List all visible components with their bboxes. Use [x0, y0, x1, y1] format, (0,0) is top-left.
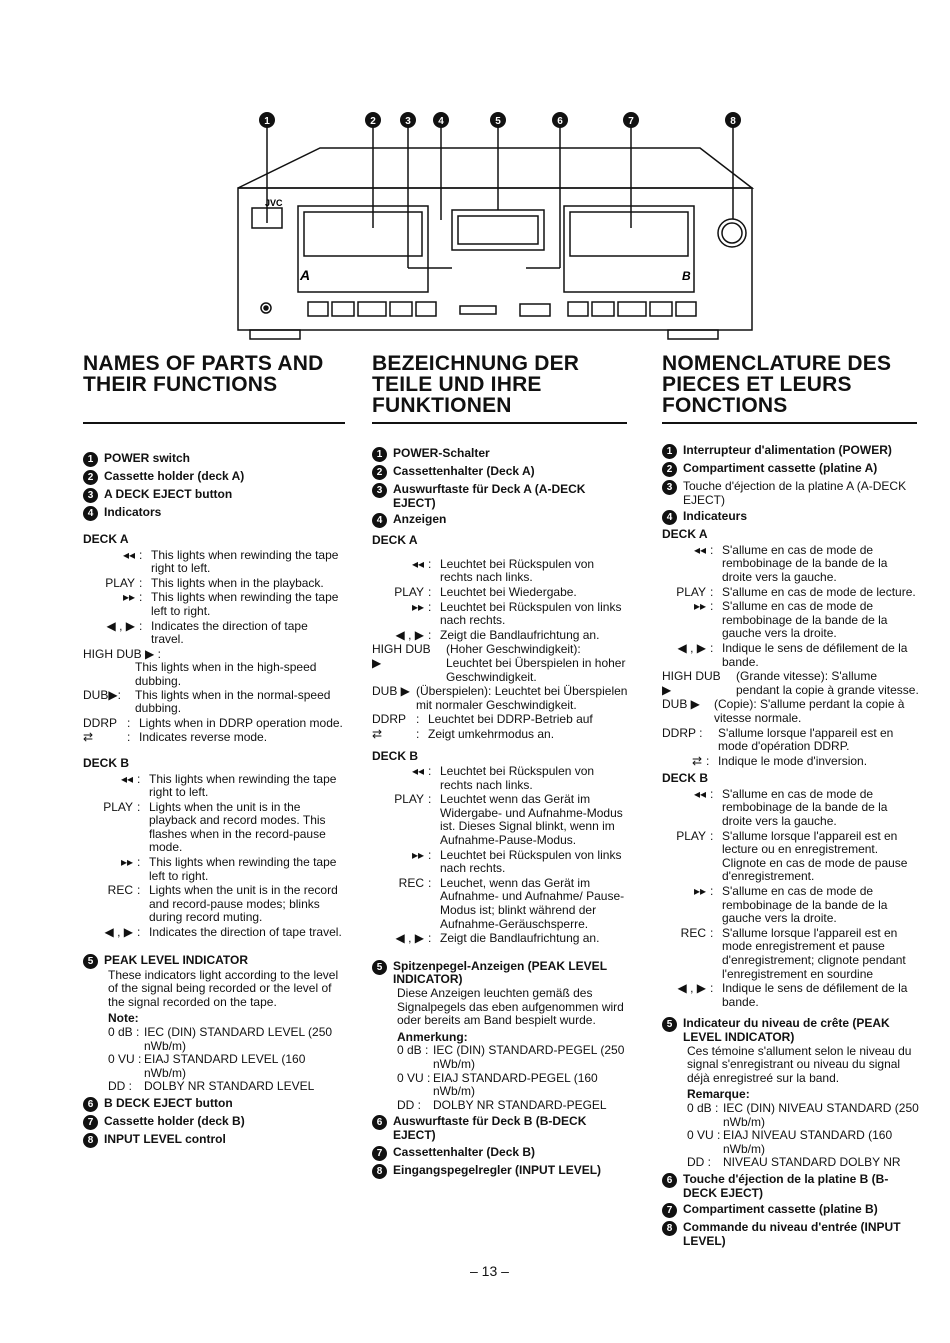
- indicator-label: ◂◂: [693, 786, 706, 801]
- indicator-desc: This lights when in the normal-speed dubbing.: [135, 687, 331, 716]
- indicator-desc: Lights when in DDRP operation mode.: [139, 715, 343, 730]
- item-text: Auswurftaste für Deck B (B-DECK EJECT): [393, 1114, 587, 1142]
- heading-line: NOMENCLATURE DES: [662, 352, 892, 375]
- indicator-label: DDRP :: [662, 725, 703, 740]
- list-item: [662, 480, 920, 507]
- item-text: PEAK LEVEL INDICATOR: [104, 952, 249, 967]
- heading-line: PIECES ET LEURS: [662, 373, 852, 396]
- indicator-row: ◀ , ▶ : Indicates the direction of tape travel.: [83, 926, 343, 940]
- indicator-desc: Leuchtet bei Rückspulen von rechts nach links.: [440, 764, 595, 792]
- heading-line: THEIR FUNCTIONS: [83, 373, 278, 396]
- note-row: [108, 1080, 343, 1094]
- note-row: [397, 1044, 630, 1071]
- indicator-label: ▸▸: [693, 884, 706, 899]
- indicator-desc: Zeigt die Bandlaufrichtung an.: [440, 931, 600, 946]
- svg-text:3: 3: [405, 116, 411, 127]
- list-item: [662, 1203, 920, 1218]
- note-label: DD :: [108, 1079, 132, 1094]
- indicator-desc: (Hoher Geschwindigkeit): Leuchtet bei Überspielen in hoher Geschwindigkeit.: [446, 642, 626, 684]
- number-badge: 3: [372, 483, 387, 498]
- indicator-desc: Indicates the direction of tape travel.: [149, 925, 342, 940]
- indicator-desc: Indicates reverse mode.: [139, 730, 268, 745]
- indicator-row: ▸▸ : S'allume en cas de mode de rembobinage de la bande de la gauche vers la droite.: [662, 885, 920, 926]
- deck-b-title: DECK B: [372, 748, 419, 763]
- deck-b-list: [83, 773, 343, 940]
- note-desc: EIAJ NIVEAU STANDARD (160 nWb/m): [723, 1128, 893, 1156]
- note-desc: DOLBY NR STANDARD-PEGEL: [433, 1097, 607, 1112]
- indicator-desc: (Überspielen): Leuchtet bei Überspielen mit normaler Geschwindigkeit.: [416, 684, 628, 712]
- indicator-desc: S'allume en cas de mode de rembobinage de la bande de la gauche vers la droite.: [722, 599, 888, 641]
- list-item: [83, 954, 343, 969]
- indicator-row: ◂◂ : Leuchtet bei Rückspulen von rechts nach links.: [372, 558, 630, 585]
- indicator-desc: Leuchtet bei DDRP-Betrieb auf: [428, 712, 593, 727]
- indicator-row: PLAY : This lights when in the playback.: [83, 577, 343, 591]
- indicator-row: ⇄ : Zeigt umkehrmodus an.: [372, 728, 630, 742]
- indicator-desc: S'allume en cas de mode de lecture.: [722, 584, 916, 599]
- heading-line: FUNKTIONEN: [372, 394, 512, 417]
- note-label: 0 VU :: [397, 1070, 431, 1085]
- indicator-desc: This lights when rewinding the tape right to left.: [149, 771, 337, 800]
- svg-text:1: 1: [264, 116, 270, 127]
- indicator-row: DDRP : Lights when in DDRP operation mode.: [83, 715, 343, 730]
- indicator-label: ⇄: [372, 726, 383, 741]
- note-title: Note:: [108, 1011, 139, 1026]
- indicator-label: ◂◂: [411, 764, 424, 779]
- indicator-desc: This lights when in the high-speed dubbing.: [135, 660, 317, 688]
- indicator-label: ◂◂: [122, 547, 135, 562]
- heading-de: [372, 353, 632, 416]
- note-label: 0 VU :: [108, 1052, 142, 1067]
- indicator-label: PLAY: [105, 575, 135, 590]
- list-item: [83, 452, 343, 467]
- indicator-row: ◀ , ▶ : Zeigt die Bandlaufrichtung an.: [372, 932, 630, 946]
- indicator-label: ◀ , ▶: [677, 981, 706, 996]
- item-text: Cassettenhalter (Deck A): [393, 464, 535, 478]
- indicator-row: PLAY : S'allume lorsque l'appareil est en lecture ou en enregistrement. Clignote en cas de mode de pause d'enregistrement.: [662, 830, 920, 884]
- number-badge: 8: [372, 1164, 387, 1179]
- number-badge: 7: [83, 1115, 98, 1130]
- note-block: [108, 1012, 343, 1094]
- deck-b-list: [662, 788, 920, 1010]
- column-de: [372, 447, 630, 1182]
- note-desc: IEC (DIN) STANDARD-PEGEL (250 nWb/m): [433, 1043, 625, 1071]
- list-item: [83, 1133, 343, 1148]
- indicator-row: ▸▸ : Leuchtet bei Rückspulen von links nach rechts.: [372, 601, 630, 628]
- indicator-row: PLAY : Lights when the unit is in the playback and record modes. This flashes when in the record-pause mode.: [83, 801, 343, 855]
- indicator-label: HIGH DUB ▶: [662, 669, 721, 697]
- indicator-row: ▸▸ : Leuchtet bei Rückspulen von links nach rechts.: [372, 849, 630, 876]
- indicator-row: REC : Lights when the unit is in the record and record-pause modes; blinks during record muting.: [83, 884, 343, 925]
- indicator-row: PLAY : S'allume en cas de mode de lecture.: [662, 586, 920, 600]
- list-item: [372, 483, 630, 510]
- list-item: [372, 513, 630, 528]
- number-badge: 3: [662, 480, 677, 495]
- indicator-row: REC : S'allume lorsque l'appareil est en mode enregistrement et pause d'enregistrement; clignote pendant l'enregistrement en sourdine: [662, 927, 920, 981]
- heading-line: NAMES OF PARTS AND: [83, 352, 324, 375]
- indicator-label: ⇄: [83, 730, 94, 745]
- note-label: 0 dB :: [397, 1043, 429, 1058]
- deck-a-list: [662, 544, 920, 769]
- indicator-label: ◀ , ▶: [677, 640, 706, 655]
- svg-text:JVC: JVC: [265, 198, 283, 208]
- item-text: A DECK EJECT button: [104, 487, 233, 501]
- number-badge: 4: [372, 513, 387, 528]
- indicator-desc: Lights when the unit is in the playback and record modes. This flashes when in the record-pause mode.: [149, 799, 326, 855]
- note-row: [108, 1026, 343, 1053]
- deck-a-list: [83, 549, 343, 745]
- column-fr: [662, 444, 920, 1251]
- indicator-label: ◀ , ▶: [395, 627, 424, 642]
- svg-text:B: B: [682, 269, 691, 283]
- indicator-row: [372, 643, 630, 684]
- item-text: Compartiment cassette (platine B): [683, 1202, 878, 1217]
- indicator-desc: S'allume en cas de mode de rembobinage de la bande de la gauche vers la droite.: [722, 884, 888, 926]
- deck-b-title: DECK B: [83, 755, 130, 770]
- note-desc: NIVEAU STANDARD DOLBY NR: [723, 1155, 901, 1170]
- indicator-label: DUB ▶: [372, 684, 410, 699]
- indicator-label: HIGH DUB ▶: [372, 642, 431, 670]
- indicator-label: DDRP: [372, 712, 407, 727]
- indicator-label: ◂◂: [411, 556, 424, 571]
- indicator-label: ▸▸: [120, 855, 133, 870]
- indicator-label: DDRP: [83, 715, 118, 730]
- indicator-desc: This lights when rewinding the tape left to right.: [151, 590, 339, 618]
- list-item: [662, 462, 920, 477]
- indicator-row: [83, 689, 343, 716]
- indicator-desc: S'allume en cas de mode de rembobinage de la bande de la droite vers la gauche.: [722, 786, 888, 829]
- note-row: [687, 1102, 920, 1129]
- indicator-desc: Leuchtet bei Wiedergabe.: [440, 584, 577, 599]
- indicator-desc: Leuchtet bei Rückspulen von links nach rechts.: [440, 847, 622, 876]
- list-item: [372, 1164, 630, 1179]
- indicator-label: PLAY: [394, 792, 424, 807]
- item-text: Eingangspegelregler (INPUT LEVEL): [393, 1162, 602, 1177]
- item-text: Commande du niveau d'entrée (INPUT LEVEL): [683, 1220, 901, 1248]
- indicator-desc: S'allume lorsque l'appareil est en lecture ou en enregistrement. Clignote en cas de mode de pause d'enregistrement.: [722, 828, 908, 884]
- item-text: POWER switch: [104, 451, 191, 465]
- indicator-row: ◂◂ : S'allume en cas de mode de rembobinage de la bande de la droite vers la gauche.: [662, 788, 920, 829]
- heading-rule-de: [372, 422, 627, 424]
- number-badge: 2: [83, 470, 98, 485]
- indicator-desc: Zeigt die Bandlaufrichtung an.: [440, 627, 600, 642]
- indicator-row: ▸▸ : This lights when rewinding the tape left to right.: [83, 856, 343, 883]
- svg-text:7: 7: [628, 116, 634, 127]
- heading-rule-en: [83, 422, 345, 424]
- indicator-desc: Leuchtet wenn das Gerät im Widergabe- und Aufnahme-Modus ist. Dieses Signal blinkt, wenn im Aufnahme-Pause-Modus.: [440, 792, 623, 848]
- item-text: Indicateurs: [683, 509, 748, 524]
- indicator-row: ◀ , ▶ : Zeigt die Bandlaufrichtung an.: [372, 629, 630, 643]
- heading-en: [83, 353, 353, 395]
- number-badge: 6: [372, 1115, 387, 1130]
- indicator-row: REC : Leuchet, wenn das Gerät im Aufnahme- und Aufnahme/ Pause-Modus ist; blinkt während der Aufnahme-Geräuschsperre.: [372, 877, 630, 931]
- number-badge: 1: [83, 452, 98, 467]
- indicator-row: ◂◂ : Leuchtet bei Rückspulen von rechts nach links.: [372, 765, 630, 792]
- number-badge: 4: [83, 506, 98, 521]
- note-row: [687, 1156, 920, 1170]
- indicator-row: ◀ , ▶ : Indique le sens de défilement de la bande.: [662, 642, 920, 669]
- indicator-label: DUB▶:: [83, 687, 121, 702]
- note-label: DD :: [687, 1155, 711, 1170]
- indicator-desc: Indique le sens de défilement de la bande.: [722, 640, 908, 669]
- item-text: Compartiment cassette (platine A): [683, 461, 878, 475]
- column-en: [83, 452, 343, 1151]
- indicator-desc: This lights when rewinding the tape right to left.: [151, 547, 339, 576]
- number-badge: 7: [662, 1203, 677, 1218]
- indicator-row: ▸▸ : This lights when rewinding the tape left to right.: [83, 591, 343, 618]
- indicator-label: REC: [680, 925, 706, 940]
- list-item: [662, 444, 920, 459]
- indicator-desc: This lights when in the playback.: [151, 575, 324, 590]
- list-item: [372, 1115, 630, 1142]
- indicator-label: ◂◂: [693, 542, 706, 557]
- list-item: [662, 510, 920, 525]
- number-badge: 5: [372, 960, 387, 975]
- item-text: POWER-Schalter: [393, 446, 490, 460]
- indicator-row: ◀ , ▶ : Indique le sens de défilement de la bande.: [662, 982, 920, 1009]
- number-badge: 5: [83, 954, 98, 969]
- deck-b-title: DECK B: [662, 771, 709, 786]
- item-text: Auswurftaste für Deck A (A-DECK EJECT): [393, 482, 586, 510]
- item-text: B DECK EJECT button: [104, 1095, 233, 1110]
- item-text: Spitzenpegel-Anzeigen (PEAK LEVEL INDICATOR): [393, 958, 607, 987]
- list-item: [83, 470, 343, 485]
- items-top: [372, 447, 630, 528]
- indicator-row: ⇄ : Indique le mode d'inversion.: [662, 755, 920, 769]
- number-badge: 2: [662, 462, 677, 477]
- note-row: [397, 1099, 630, 1113]
- indicator-desc: Leuchtet bei Rückspulen von rechts nach links.: [440, 556, 595, 585]
- svg-text:2: 2: [370, 116, 376, 127]
- indicator-desc: Leuchtet bei Rückspulen von links nach rechts.: [440, 599, 622, 628]
- indicator-row: PLAY : Leuchtet bei Wiedergabe.: [372, 586, 630, 600]
- note-desc: IEC (DIN) STANDARD LEVEL (250 nWb/m): [144, 1025, 333, 1053]
- number-badge: 1: [372, 447, 387, 462]
- note-label: 0 dB :: [687, 1100, 719, 1115]
- items-top: [662, 444, 920, 525]
- deck-a-title: DECK A: [372, 533, 418, 548]
- indicator-row: PLAY : Leuchtet wenn das Gerät im Widergabe- und Aufnahme-Modus ist. Dieses Signal blinkt, wenn im Aufnahme-Pause-Modus.: [372, 793, 630, 847]
- heading-rule-fr: [662, 422, 917, 424]
- indicator-desc: S'allume lorsque l'appareil est en mode d'opération DDRP.: [718, 725, 894, 754]
- indicator-desc: This lights when rewinding the tape left to right.: [149, 855, 337, 883]
- indicator-desc: Lights when the unit is in the record and record-pause modes; blinks during record muting.: [149, 883, 338, 925]
- svg-text:6: 6: [557, 116, 563, 127]
- note-title: Anmerkung:: [397, 1029, 468, 1044]
- note-desc: EIAJ STANDARD-PEGEL (160 nWb/m): [433, 1070, 598, 1099]
- item-text: Indicators: [104, 505, 162, 519]
- indicator-label: ▸▸: [411, 847, 424, 862]
- note-row: [108, 1053, 343, 1080]
- svg-text:5: 5: [495, 116, 501, 127]
- indicator-desc: Indique le sens de défilement de la bande.: [722, 981, 908, 1009]
- note-label: DD :: [397, 1097, 421, 1112]
- indicator-label: ▸▸: [411, 599, 424, 614]
- indicator-label: ▸▸: [122, 590, 135, 605]
- indicator-label: ◀ , ▶: [104, 925, 133, 940]
- indicator-row: DDRP : Leuchtet bei DDRP-Betrieb auf: [372, 713, 630, 727]
- indicator-desc: Leuchet, wenn das Gerät im Aufnahme- und Aufnahme/ Pause-Modus ist; blinkt während der Aufnahme-Geräuschsperre.: [440, 875, 625, 931]
- number-badge: 3: [83, 488, 98, 503]
- number-badge: 7: [372, 1146, 387, 1161]
- deck-a-title: DECK A: [662, 527, 708, 542]
- svg-text:A: A: [300, 267, 311, 283]
- indicator-desc: Indique le mode d'inversion.: [718, 753, 868, 768]
- list-item: [83, 1115, 343, 1130]
- deck-b-list: [372, 765, 630, 946]
- indicator-row: ◂◂ : S'allume en cas de mode de rembobinage de la bande de la droite vers la gauche.: [662, 544, 920, 585]
- item-text: Interrupteur d'alimentation (POWER): [683, 443, 892, 457]
- item-text: INPUT LEVEL control: [104, 1131, 226, 1146]
- note-desc: EIAJ STANDARD LEVEL (160 nWb/m): [144, 1052, 306, 1080]
- indicator-row: [662, 698, 920, 725]
- list-item: [662, 1173, 920, 1200]
- note-title: Remarque:: [687, 1087, 750, 1102]
- note-label: 0 VU :: [687, 1128, 721, 1143]
- indicator-label: PLAY: [103, 799, 133, 814]
- number-badge: 5: [662, 1017, 677, 1032]
- number-badge: 8: [83, 1133, 98, 1148]
- indicator-row: ⇄ : Indicates reverse mode.: [83, 731, 343, 745]
- heading-line: TEILE UND IHRE: [372, 373, 542, 396]
- number-badge: 4: [662, 510, 677, 525]
- indicator-row: ▸▸ : S'allume en cas de mode de rembobinage de la bande de la gauche vers la droite.: [662, 600, 920, 641]
- indicator-label: ▸▸: [693, 599, 706, 614]
- indicator-desc: Zeigt umkehrmodus an.: [428, 726, 555, 741]
- item-description: Ces témoine s'allument selon le niveau du signal s'enregistrant ou niveau du signal déjà enregistreé sur la band.: [687, 1043, 912, 1085]
- indicator-label: REC: [398, 875, 424, 890]
- cassette-deck-illustration: [230, 108, 760, 348]
- indicator-row: [662, 670, 920, 697]
- indicator-label: DUB ▶: [662, 697, 700, 712]
- item-text: Indicateur du niveau de crête (PEAK LEVEL INDICATOR): [683, 1016, 890, 1044]
- list-item: [372, 447, 630, 462]
- item-text: Cassette holder (deck A): [104, 469, 245, 483]
- list-item: [83, 488, 343, 503]
- number-badge: 6: [662, 1173, 677, 1188]
- item-text: Anzeigen: [393, 512, 447, 527]
- item-description: Diese Anzeigen leuchten gemäß des Signalpegels das eben aufgenommen wird oder bereits am Band bespielt wurde.: [397, 986, 624, 1028]
- indicator-row: ◀ , ▶ : Indicates the direction of tape travel.: [83, 620, 343, 647]
- note-block: [687, 1088, 920, 1170]
- items-bottom: [372, 1115, 630, 1178]
- indicator-desc: S'allume lorsque l'appareil est en mode enregistrement et pause d'enregistrement; clignote pendant l'enregistrement en sourdine: [722, 925, 906, 981]
- list-item: [662, 1017, 920, 1044]
- svg-text:4: 4: [438, 116, 444, 127]
- list-item: [372, 465, 630, 480]
- indicator-label: ◂◂: [120, 771, 133, 786]
- indicator-label: ◀ , ▶: [395, 931, 424, 946]
- deck-a-title: DECK A: [83, 532, 129, 546]
- item-text: Cassette holder (deck B): [104, 1113, 245, 1128]
- list-item: [662, 1221, 920, 1248]
- item-text: Touche d'éjection de la platine A (A-DECK EJECT): [683, 479, 907, 507]
- item-text: Touche d'éjection de la platine B (B-DECK EJECT): [683, 1171, 889, 1200]
- indicator-desc: (Grande vitesse): S'allume pendant la copie à grande vitesse.: [736, 669, 919, 697]
- number-badge: 2: [372, 465, 387, 480]
- number-badge: 1: [662, 444, 677, 459]
- indicator-label: HIGH DUB ▶ :: [83, 646, 161, 661]
- items-bottom: [83, 1097, 343, 1148]
- indicator-row: [372, 685, 630, 712]
- indicator-desc: Indicates the direction of tape travel.: [151, 618, 308, 647]
- note-desc: DOLBY NR STANDARD LEVEL: [144, 1079, 315, 1094]
- heading-fr: [662, 353, 932, 416]
- list-item: [372, 960, 630, 987]
- indicator-row: ◂◂ : This lights when rewinding the tape right to left.: [83, 549, 343, 576]
- svg-text:8: 8: [730, 116, 736, 127]
- items-bottom: [662, 1173, 920, 1248]
- item-text: Cassettenhalter (Deck B): [393, 1144, 536, 1159]
- indicator-label: ◀ , ▶: [106, 618, 135, 633]
- number-badge: 6: [83, 1097, 98, 1112]
- list-item: [83, 506, 343, 521]
- list-item: [372, 1146, 630, 1161]
- indicator-label: ⇄: [691, 753, 702, 768]
- indicator-desc: S'allume en cas de mode de rembobinage de la bande de la droite vers la gauche.: [722, 542, 888, 584]
- note-desc: IEC (DIN) NIVEAU STANDARD (250 nWb/m): [723, 1100, 919, 1129]
- note-row: [397, 1072, 630, 1099]
- heading-line: FONCTIONS: [662, 394, 788, 417]
- indicator-row: ◂◂ : This lights when rewinding the tape right to left.: [83, 773, 343, 800]
- list-item: [83, 1097, 343, 1112]
- indicator-label: PLAY: [676, 828, 706, 843]
- deck-a-list: [372, 558, 630, 742]
- indicator-label: REC: [107, 883, 133, 898]
- note-row: [687, 1129, 920, 1156]
- indicator-label: PLAY: [394, 584, 424, 599]
- note-block: [397, 1031, 630, 1113]
- note-label: 0 dB :: [108, 1025, 140, 1039]
- indicator-label: PLAY: [676, 584, 706, 599]
- indicator-row: [662, 727, 920, 754]
- heading-line: BEZEICHNUNG DER: [372, 352, 580, 375]
- items-top: [83, 452, 343, 521]
- indicator-desc: (Copie): S'allume perdant la copie à vitesse normale.: [714, 697, 905, 725]
- number-badge: 8: [662, 1221, 677, 1236]
- page-number: – 13 –: [470, 1263, 509, 1279]
- indicator-row: [83, 648, 343, 689]
- item-description: These indicators light according to the level of the signal being recorded or the level of the signal recorded on the tape.: [108, 967, 339, 1009]
